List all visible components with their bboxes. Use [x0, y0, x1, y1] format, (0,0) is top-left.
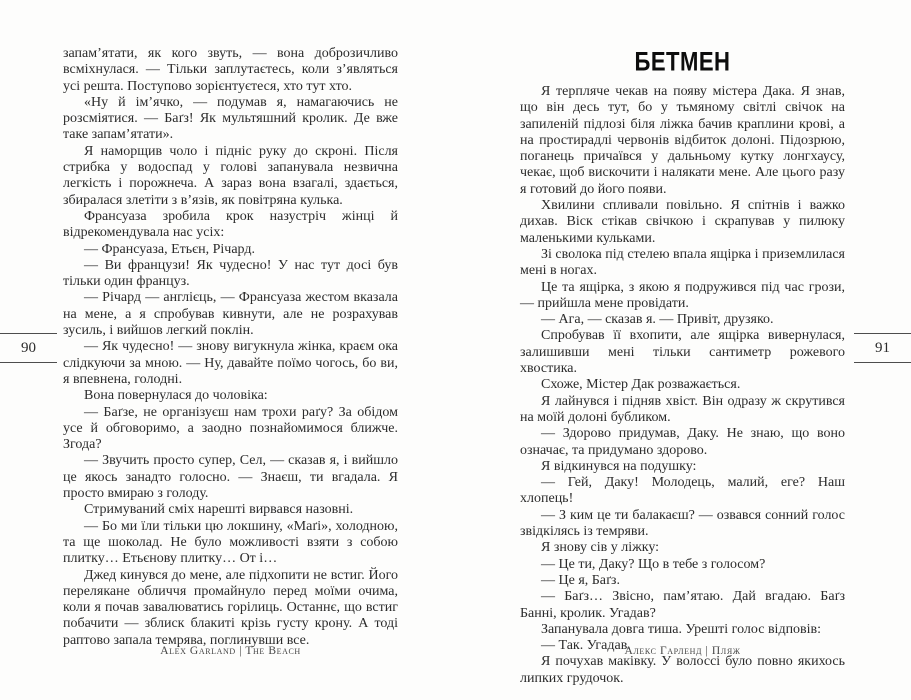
page-number-left: 90	[21, 339, 36, 356]
paragraph: Стримуваний сміх нарешті вирвався назовні.	[84, 502, 354, 518]
page-number-box-left	[0, 333, 57, 363]
paragraph: Зі сволока під стелею впала ящірка і приземлилася мені в ногах.	[520, 246, 845, 279]
paragraph: Франсуаза зробила крок назустріч жінці й відрекомендувала нас усіх:	[63, 208, 398, 241]
paragraph: — Здорово придумав, Даку. Не знаю, що воно означає, та придумано здорово.	[520, 426, 845, 458]
paragraph: Це та ящірка, з якою я подружився під час грози, — прийшла мене провідати.	[520, 279, 845, 311]
paragraph: Я відкинувся на подушку:	[541, 458, 697, 474]
paragraph: Я наморщив чоло і підніс руку до скроні. Після стрибка у водоспад у голові запанувала незвична легкість і порожнеча. А зараз вона взагалі, здається, збиралася злетіти з в’язів, як повітряна кулька.	[63, 143, 398, 208]
page-right	[455, 0, 911, 700]
paragraph: — Ви французи! Як чудесно! У нас тут досі був тільки один француз.	[63, 257, 398, 290]
paragraph: — Баґз… Звісно, пам’ятаю. Дай вгадаю. Баґз Банні, кролик. Угадав?	[520, 589, 845, 621]
page-left	[0, 0, 455, 700]
paragraph: запам’ятати, як кого звуть, — вона доброзичливо всміхнулася. — Тільки заплутаєтесь, коли з’являться усі решта. Поступово зорієнтуєтеся, хто тут хто.	[63, 46, 398, 94]
page-number-right: 91	[875, 339, 890, 356]
right-page-footer: Алекс Гарленд | Пляж	[624, 645, 741, 657]
right-page-text	[520, 84, 845, 687]
paragraph: — Річард — англієць, — Франсуаза жестом вказала на мене, а я спробував кивнути, але не розрахував зусиль, і вийшов легкий поклін.	[63, 290, 398, 339]
paragraph: Запанувала довга тиша. Урешті голос відповів:	[541, 621, 822, 637]
paragraph: — Звучить просто супер, Сел, — сказав я, і вийшло це якось занадто голосно. — Знаєш, ти вгадала. Я просто вмираю з голоду.	[63, 453, 398, 502]
paragraph: — Це я, Баґз.	[541, 572, 620, 588]
paragraph: — Як чудесно! — знову вигукнула жінка, краєм ока слідкуючи за мною. — Ну, давайте поїмо чогось, бо ви, я впевнена, голодні.	[63, 339, 398, 387]
paragraph: Спробував її вхопити, але ящірка вивернулася, залишивши мені тільки сантиметр рожевого хвостика.	[520, 328, 845, 377]
paragraph: Я почухав маківку. У волоссі було повно якихось липких грудочок.	[520, 654, 845, 686]
left-page-text	[63, 46, 398, 649]
paragraph: — Це ти, Даку? Що в тебе з голосом?	[541, 556, 766, 572]
paragraph: Вона повернулася до чоловіка:	[84, 388, 268, 404]
page-number-box-right	[854, 333, 911, 363]
left-page-footer: Alex Garland | The Beach	[160, 645, 301, 657]
paragraph: — Ага, — сказав я. — Привіт, друзяко.	[541, 312, 774, 328]
paragraph: — З ким це ти балакаєш? — озвався сонний голос звідкілясь із темряви.	[520, 507, 845, 540]
paragraph: «Ну й ім’ячко, — подумав я, намагаючись не розсміятися. — Баґз! Як мультяшний кролик. Де вже таке запам’ятати».	[63, 94, 398, 143]
paragraph: — Так. Угадав.	[541, 638, 631, 654]
paragraph: Я терпляче чекав на появу містера Дака. Я знав, що він десь тут, бо у тьмяному світлі свічок на запиленій підлозі біля ліжка бачив краплини крові, а на простирадлі червонів відбиток долоні. Підозрюю, поганець причаївся у дальньому кутку лонгхаусу, чекає, щоб вискочити і налякати мене. Але цього разу я готовий до його появи.	[520, 84, 845, 197]
paragraph: Я знову сів у ліжку:	[541, 540, 660, 556]
paragraph: Хвилини спливали повільно. Я спітнів і важко дихав. Віск стікав свічкою і скрапував у пилюку маленькими кульками.	[520, 198, 845, 246]
paragraph: Я лайнувся і підняв хвіст. Він одразу ж скрутився на моїй долоні бубликом.	[520, 393, 845, 425]
paragraph: — Баґзе, не організуєш нам трохи раґу? За обідом усе й обговоримо, а заодно познайомимося ближче. Згода?	[63, 404, 398, 453]
chapter-title: БЕТМЕН	[634, 47, 731, 78]
paragraph: Схоже, Містер Дак розважається.	[541, 377, 741, 393]
paragraph: Джед кинувся до мене, але підхопити не встиг. Його перелякане обличчя промайнуло перед моїми очима, коли я почав завалюватись горілиць. Останнє, що встиг побачити — зблиск блакиті крізь густу крону. А тоді раптово запала темрява, поглинувши все.	[63, 567, 398, 648]
paragraph: — Франсуаза, Етьєн, Річард.	[84, 241, 255, 257]
paragraph: — Бо ми їли тільки цю локшину, «Маґі», холодною, та ще шоколад. Не було можливості взяти з собою плитку… Етьєнову плитку… От і…	[63, 518, 398, 567]
paragraph: — Гей, Даку! Молодець, малий, еге? Наш хлопець!	[520, 475, 845, 507]
